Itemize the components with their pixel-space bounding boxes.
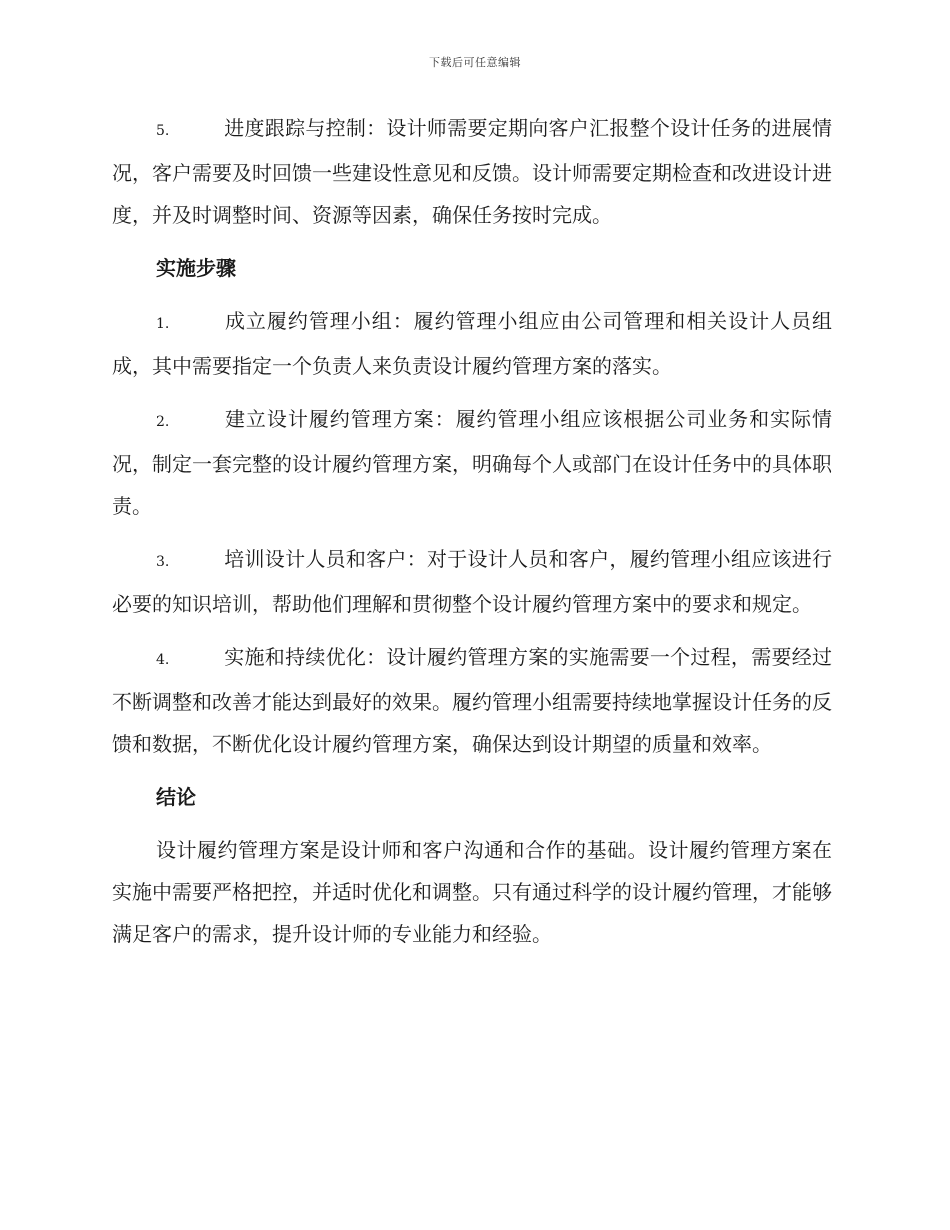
list-item-text: 进度跟踪与控制：设计师需要定期向客户汇报整个设计任务的进展情况，客户需要及时回馈一些建设性意见和反馈。设计师需要定期检查和改进设计进度，并及时调整时间、资源等因素，确保任务按时完成。 <box>112 116 832 227</box>
list-number: 1. <box>156 316 170 332</box>
conclusion-paragraph: 设计履约管理方案是设计师和客户沟通和合作的基础。设计履约管理方案在实施中需要严格把控，并适时优化和调整。只有通过科学的设计履约管理，才能够满足客户的需求，提升设计师的专业能力和经验。 <box>112 838 832 946</box>
list-item-5 <box>112 107 832 236</box>
list-number: 2. <box>156 414 170 430</box>
list-item-text: 成立履约管理小组：履约管理小组应由公司管理和相关设计人员组成，其中需要指定一个负责人来负责设计履约管理方案的落实。 <box>112 309 832 378</box>
list-item-text: 实施和持续优化：设计履约管理方案的实施需要一个过程，需要经过不断调整和改善才能达到最好的效果。履约管理小组需要持续地掌握设计任务的反馈和数据，不断优化设计履约管理方案，确保达到设计期望的质量和效率。 <box>112 645 832 756</box>
list-item-4 <box>112 636 832 765</box>
list-number: 5. <box>156 123 170 139</box>
list-number: 3. <box>156 554 170 570</box>
list-number: 4. <box>156 652 170 668</box>
document-body <box>112 107 832 966</box>
list-item-2 <box>112 398 832 527</box>
section-heading-implementation-steps: 实施步骤 <box>156 256 236 280</box>
section-heading-conclusion: 结论 <box>156 785 196 809</box>
list-item-text: 培训设计人员和客户：对于设计人员和客户，履约管理小组应该进行必要的知识培训，帮助他们理解和贯彻整个设计履约管理方案中的要求和规定。 <box>112 547 832 616</box>
list-item-text: 建立设计履约管理方案：履约管理小组应该根据公司业务和实际情况，制定一套完整的设计履约管理方案，明确每个人或部门在设计任务中的具体职责。 <box>112 407 832 518</box>
header-note: 下载后可任意编辑 <box>429 56 521 69</box>
list-item-3 <box>112 538 832 625</box>
list-item-1 <box>112 300 832 387</box>
